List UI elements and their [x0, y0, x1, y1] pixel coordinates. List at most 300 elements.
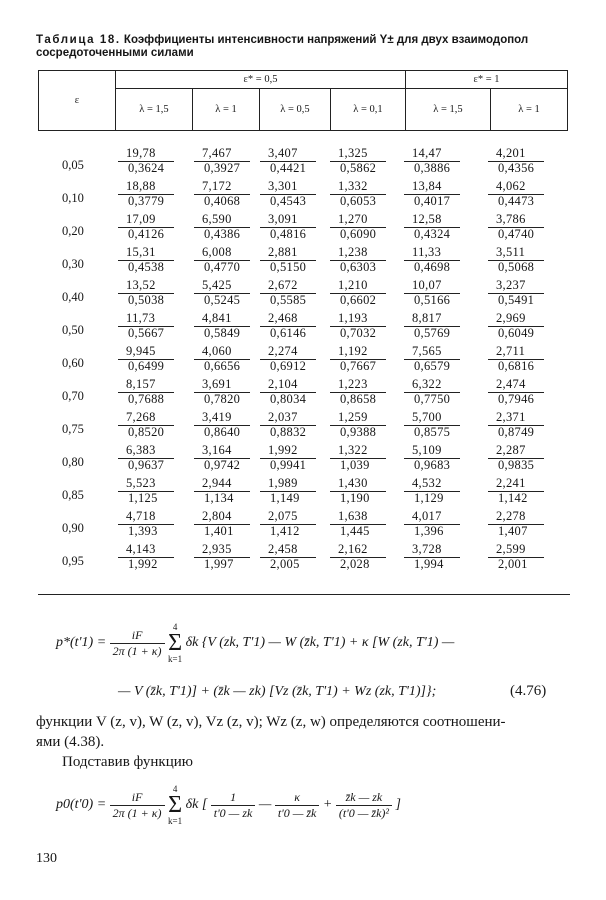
cell-numerator: 6,383 [126, 443, 156, 457]
cell-denominator: 2,005 [270, 557, 300, 571]
cell-numerator: 5,523 [126, 476, 156, 490]
table-cell [116, 476, 176, 506]
cell-numerator: 1,332 [338, 179, 368, 193]
formula2-term2 [275, 790, 320, 821]
cell-denominator: 0,3927 [204, 161, 241, 175]
cell-denominator: 0,9835 [498, 458, 535, 472]
eps-value: 0,60 [62, 356, 84, 370]
table-cell [328, 212, 388, 242]
cell-denominator: 1,129 [414, 491, 444, 505]
eps-value: 0,40 [62, 290, 84, 304]
cell-numerator: 2,162 [338, 542, 368, 556]
cell-denominator: 0,4473 [498, 194, 535, 208]
cell-numerator: 2,804 [202, 509, 232, 523]
sum-sign-icon: Σ [168, 630, 183, 656]
table-row [38, 410, 568, 443]
formula1-sum [168, 622, 182, 664]
cell-denominator: 1,994 [414, 557, 444, 571]
table-cell [402, 311, 462, 341]
table-cell [116, 179, 176, 209]
table-cell [258, 146, 318, 176]
cell-denominator: 0,7688 [128, 392, 165, 406]
table-cell [328, 344, 388, 374]
cell-denominator: 0,8034 [270, 392, 307, 406]
cell-denominator: 0,4324 [414, 227, 451, 241]
cell-numerator: 2,104 [268, 377, 298, 391]
eps-value: 0,50 [62, 323, 84, 337]
cell-denominator: 1,149 [270, 491, 300, 505]
cell-numerator: 19,78 [126, 146, 156, 160]
formula2-term1 [211, 790, 256, 821]
cell-numerator: 17,09 [126, 212, 156, 226]
table-cell [402, 212, 462, 242]
cell-numerator: 3,419 [202, 410, 232, 424]
text-line1: функции V (z, v), W (z, v), Vz (z, v); Wz (z, w) определяются соотношени- [36, 714, 506, 730]
cell-numerator: 1,223 [338, 377, 368, 391]
formula1-fraction [110, 628, 165, 659]
cell-numerator: 1,325 [338, 146, 368, 160]
caption-line2: сосредоточенными силами [36, 47, 194, 59]
cell-denominator: 0,4126 [128, 227, 165, 241]
equation-number: (4.76) [510, 683, 547, 699]
table-cell [402, 245, 462, 275]
table-cell [486, 509, 546, 539]
formula2-term3 [336, 790, 392, 821]
table-cell [328, 410, 388, 440]
cell-denominator: 0,6146 [270, 326, 307, 340]
cell-denominator: 1,190 [340, 491, 370, 505]
lambda-header: λ = 1 [491, 89, 568, 131]
cell-denominator: 0,4698 [414, 260, 451, 274]
cell-denominator: 1,407 [498, 524, 528, 538]
cell-numerator: 2,274 [268, 344, 298, 358]
formula1-sum-top: 4 [172, 622, 178, 632]
table-cell [116, 278, 176, 308]
table-cell [486, 311, 546, 341]
cell-numerator: 3,407 [268, 146, 298, 160]
cell-numerator: 13,52 [126, 278, 156, 292]
eps-value: 0,75 [62, 422, 84, 436]
cell-numerator: 3,691 [202, 377, 232, 391]
cell-numerator: 2,241 [496, 476, 526, 490]
cell-numerator: 1,322 [338, 443, 368, 457]
cell-numerator: 2,711 [496, 344, 526, 358]
cell-numerator: 14,47 [412, 146, 442, 160]
table-bottom-rule [38, 594, 570, 595]
cell-denominator: 0,6816 [498, 359, 535, 373]
lambda-header: λ = 1 [193, 89, 260, 131]
table-cell [486, 245, 546, 275]
cell-numerator: 2,935 [202, 542, 232, 556]
table-cell [258, 509, 318, 539]
table-row [38, 146, 568, 179]
formula1-body1: δk {V (zk, T'1) — W (z̄k, T'1) + κ [W (zk, T'1) — [185, 635, 455, 651]
cell-numerator: 3,301 [268, 179, 298, 193]
table-cell [402, 179, 462, 209]
eps-value: 0,30 [62, 257, 84, 271]
cell-denominator: 0,4421 [270, 161, 307, 175]
cell-numerator: 5,700 [412, 410, 442, 424]
cell-denominator: 0,5862 [340, 161, 377, 175]
table-cell [328, 476, 388, 506]
cell-denominator: 0,5667 [128, 326, 165, 340]
cell-numerator: 7,268 [126, 410, 156, 424]
table-cell [116, 443, 176, 473]
cell-numerator: 3,164 [202, 443, 232, 457]
table-row [38, 311, 568, 344]
cell-numerator: 18,88 [126, 179, 156, 193]
cell-denominator: 1,142 [498, 491, 528, 505]
cell-denominator: 0,5491 [498, 293, 535, 307]
table-cell [402, 476, 462, 506]
lambda-header: λ = 0,5 [260, 89, 331, 131]
table-cell [486, 443, 546, 473]
formula2-sum-top: 4 [172, 784, 178, 794]
cell-denominator: 0,4356 [498, 161, 535, 175]
cell-numerator: 9,945 [126, 344, 156, 358]
formula1-lhs: p*(t'1) = [56, 635, 107, 651]
cell-denominator: 0,3779 [128, 194, 165, 208]
cell-numerator: 7,172 [202, 179, 232, 193]
cell-denominator: 0,9742 [204, 458, 241, 472]
table-cell [258, 179, 318, 209]
cell-denominator: 0,4770 [204, 260, 241, 274]
cell-denominator: 0,7946 [498, 392, 535, 406]
table-cell [258, 542, 318, 572]
cell-denominator: 0,4740 [498, 227, 535, 241]
table-row [38, 278, 568, 311]
formula2-frac-num: iF [110, 790, 165, 806]
cell-numerator: 7,467 [202, 146, 232, 160]
cell-numerator: 1,270 [338, 212, 368, 226]
cell-denominator: 1,412 [270, 524, 300, 538]
formula2-sum-bottom: k=1 [168, 816, 183, 826]
cell-denominator: 0,4017 [414, 194, 451, 208]
cell-numerator: 4,201 [496, 146, 526, 160]
formula1-body2: — V (z̄k, T'1)] + (z̄k — zk) [Vz (z̄k, T'1) + Wz (zk, T'1)]}; [118, 684, 437, 699]
lambda-header: λ = 0,1 [331, 89, 406, 131]
cell-numerator: 1,638 [338, 509, 368, 523]
table-cell [192, 476, 252, 506]
formula1-frac-num: iF [110, 628, 165, 644]
table-cell [192, 212, 252, 242]
table-cell [328, 245, 388, 275]
table-cell [192, 146, 252, 176]
formula-p0 [56, 784, 401, 826]
table-cell [192, 443, 252, 473]
cell-numerator: 13,84 [412, 179, 442, 193]
cell-denominator: 1,401 [204, 524, 234, 538]
table-cell [486, 146, 546, 176]
cell-numerator: 2,278 [496, 509, 526, 523]
cell-denominator: 0,8749 [498, 425, 535, 439]
cell-numerator: 12,58 [412, 212, 442, 226]
table-cell [328, 542, 388, 572]
table-cell [486, 377, 546, 407]
cell-denominator: 0,8658 [340, 392, 377, 406]
table-cell [116, 509, 176, 539]
cell-numerator: 7,565 [412, 344, 442, 358]
table-cell [328, 311, 388, 341]
formula2-close: ] [395, 797, 401, 813]
cell-numerator: 2,944 [202, 476, 232, 490]
cell-numerator: 3,728 [412, 542, 442, 556]
cell-denominator: 0,6579 [414, 359, 451, 373]
table-cell [116, 212, 176, 242]
table-cell [116, 410, 176, 440]
cell-denominator: 0,7667 [340, 359, 377, 373]
cell-numerator: 1,238 [338, 245, 368, 259]
group-header-eps-0-5: ε* = 0,5 [116, 71, 406, 89]
cell-denominator: 1,125 [128, 491, 158, 505]
formula2-term1-num: 1 [211, 790, 256, 806]
table-row [38, 542, 568, 575]
cell-denominator: 1,997 [204, 557, 234, 571]
table-row [38, 344, 568, 377]
table-cell [258, 443, 318, 473]
table-cell [402, 542, 462, 572]
page-number: 130 [36, 851, 57, 866]
cell-denominator: 0,6499 [128, 359, 165, 373]
cell-denominator: 2,028 [340, 557, 370, 571]
table-cell [486, 344, 546, 374]
eps-value: 0,10 [62, 191, 84, 205]
cell-denominator: 0,5166 [414, 293, 451, 307]
cell-numerator: 4,017 [412, 509, 442, 523]
cell-denominator: 0,6303 [340, 260, 377, 274]
eps-value: 0,90 [62, 521, 84, 535]
cell-numerator: 4,062 [496, 179, 526, 193]
cell-denominator: 2,001 [498, 557, 528, 571]
table-cell [258, 278, 318, 308]
formula2-term2-num: κ [275, 790, 320, 806]
cell-numerator: 2,468 [268, 311, 298, 325]
formula2-fraction [110, 790, 165, 821]
cell-numerator: 1,259 [338, 410, 368, 424]
cell-numerator: 2,599 [496, 542, 526, 556]
cell-numerator: 10,07 [412, 278, 442, 292]
table-row [38, 443, 568, 476]
cell-numerator: 1,430 [338, 476, 368, 490]
cell-numerator: 1,192 [338, 344, 368, 358]
cell-numerator: 4,532 [412, 476, 442, 490]
cell-denominator: 0,8520 [128, 425, 165, 439]
cell-denominator: 0,9941 [270, 458, 307, 472]
cell-denominator: 0,6656 [204, 359, 241, 373]
cell-numerator: 6,322 [412, 377, 442, 391]
lambda-header: λ = 1,5 [116, 89, 193, 131]
cell-numerator: 11,33 [412, 245, 442, 259]
table-cell [192, 278, 252, 308]
cell-denominator: 0,8640 [204, 425, 241, 439]
eps-value: 0,05 [62, 158, 84, 172]
cell-numerator: 1,992 [268, 443, 298, 457]
table-cell [328, 377, 388, 407]
cell-denominator: 1,992 [128, 557, 158, 571]
cell-denominator: 0,6912 [270, 359, 307, 373]
cell-numerator: 2,371 [496, 410, 526, 424]
table-cell [402, 509, 462, 539]
cell-denominator: 0,6090 [340, 227, 377, 241]
cell-denominator: 0,8575 [414, 425, 451, 439]
cell-numerator: 5,425 [202, 278, 232, 292]
table-row [38, 509, 568, 542]
text-line2: ями (4.38). [36, 734, 105, 750]
cell-denominator: 1,393 [128, 524, 158, 538]
cell-numerator: 2,037 [268, 410, 298, 424]
cell-numerator: 8,157 [126, 377, 156, 391]
eps-value: 0,20 [62, 224, 84, 238]
table-cell [486, 179, 546, 209]
cell-numerator: 2,672 [268, 278, 298, 292]
table-caption [36, 34, 576, 60]
table-row [38, 476, 568, 509]
eps-value: 0,70 [62, 389, 84, 403]
cell-denominator: 0,6053 [340, 194, 377, 208]
table-cell [192, 509, 252, 539]
cell-numerator: 11,73 [126, 311, 156, 325]
cell-denominator: 1,445 [340, 524, 370, 538]
lambda-header: λ = 1,5 [406, 89, 491, 131]
table-cell [258, 476, 318, 506]
cell-denominator: 0,4816 [270, 227, 307, 241]
table-cell [402, 410, 462, 440]
formula2-minus: — [258, 797, 272, 813]
formula-4-76-line2 [118, 684, 436, 700]
table-cell [258, 245, 318, 275]
table-cell [116, 344, 176, 374]
table-row [38, 245, 568, 278]
cell-denominator: 0,5245 [204, 293, 241, 307]
formula1-sum-bottom: k=1 [168, 654, 183, 664]
cell-denominator: 0,5068 [498, 260, 535, 274]
table-cell [258, 377, 318, 407]
cell-denominator: 0,5150 [270, 260, 307, 274]
formula2-plus: + [322, 797, 333, 813]
cell-numerator: 1,210 [338, 278, 368, 292]
caption-lead: Таблица 18. [36, 34, 121, 46]
cell-denominator: 0,4538 [128, 260, 165, 274]
table-cell [402, 344, 462, 374]
cell-numerator: 2,287 [496, 443, 526, 457]
eps-value: 0,80 [62, 455, 84, 469]
table-cell [258, 212, 318, 242]
cell-numerator: 1,193 [338, 311, 368, 325]
cell-numerator: 4,841 [202, 311, 232, 325]
cell-denominator: 0,4543 [270, 194, 307, 208]
cell-denominator: 0,5769 [414, 326, 451, 340]
cell-numerator: 15,31 [126, 245, 156, 259]
cell-numerator: 3,237 [496, 278, 526, 292]
cell-numerator: 6,590 [202, 212, 232, 226]
cell-denominator: 0,3624 [128, 161, 165, 175]
text-line3: Подставив функцию [62, 754, 193, 770]
table-body [38, 146, 568, 575]
table-cell [486, 212, 546, 242]
cell-denominator: 0,9683 [414, 458, 451, 472]
table-cell [328, 179, 388, 209]
table-row [38, 212, 568, 245]
cell-numerator: 6,008 [202, 245, 232, 259]
cell-numerator: 3,511 [496, 245, 526, 259]
formula1-frac-den: 2π (1 + κ) [112, 643, 162, 658]
formula2-term1-den: t'0 — zk [213, 805, 253, 820]
cell-denominator: 0,4386 [204, 227, 241, 241]
table-cell [116, 146, 176, 176]
eps-value: 0,85 [62, 488, 84, 502]
table-row [38, 377, 568, 410]
table-cell [116, 377, 176, 407]
table-cell [402, 146, 462, 176]
eps-value: 0,95 [62, 554, 84, 568]
cell-numerator: 2,881 [268, 245, 298, 259]
cell-numerator: 2,474 [496, 377, 526, 391]
table-cell [328, 443, 388, 473]
formula2-frac-den: 2π (1 + κ) [112, 805, 162, 820]
table-cell [116, 542, 176, 572]
table-cell [328, 509, 388, 539]
table-cell [486, 278, 546, 308]
cell-denominator: 0,3886 [414, 161, 451, 175]
table-cell [486, 542, 546, 572]
table-cell [402, 278, 462, 308]
formula2-term3-den: (t'0 — z̄k)² [338, 805, 389, 820]
cell-numerator: 1,989 [268, 476, 298, 490]
cell-denominator: 0,5038 [128, 293, 165, 307]
table-cell [192, 245, 252, 275]
cell-denominator: 0,9388 [340, 425, 377, 439]
formula2-delta: δk [ [185, 797, 208, 813]
cell-denominator: 0,4068 [204, 194, 241, 208]
formula2-term2-den: t'0 — z̄k [277, 805, 317, 820]
table-cell [116, 311, 176, 341]
table-cell [192, 344, 252, 374]
table-cell [192, 179, 252, 209]
cell-denominator: 1,134 [204, 491, 234, 505]
table-cell [328, 278, 388, 308]
cell-numerator: 2,458 [268, 542, 298, 556]
formula2-term3-num: z̄k — zk [336, 790, 392, 806]
table-cell [192, 311, 252, 341]
cell-denominator: 0,7820 [204, 392, 241, 406]
cell-denominator: 0,8832 [270, 425, 307, 439]
cell-denominator: 0,5849 [204, 326, 241, 340]
cell-numerator: 2,075 [268, 509, 298, 523]
formula2-sum [168, 784, 182, 826]
table-cell [258, 410, 318, 440]
table-cell [402, 443, 462, 473]
cell-numerator: 3,091 [268, 212, 298, 226]
eps-header: ε [39, 71, 116, 131]
formula-4-76-line1 [56, 622, 454, 664]
table-cell [192, 542, 252, 572]
table-cell [116, 245, 176, 275]
group-header-eps-1: ε* = 1 [406, 71, 568, 89]
cell-numerator: 5,109 [412, 443, 442, 457]
table-cell [258, 344, 318, 374]
cell-numerator: 3,786 [496, 212, 526, 226]
cell-numerator: 4,060 [202, 344, 232, 358]
table-cell [192, 377, 252, 407]
table-cell [328, 146, 388, 176]
cell-numerator: 4,143 [126, 542, 156, 556]
cell-numerator: 8,817 [412, 311, 442, 325]
table-row [38, 179, 568, 212]
table-cell [486, 410, 546, 440]
cell-numerator: 4,718 [126, 509, 156, 523]
cell-denominator: 1,039 [340, 458, 370, 472]
cell-denominator: 0,6602 [340, 293, 377, 307]
